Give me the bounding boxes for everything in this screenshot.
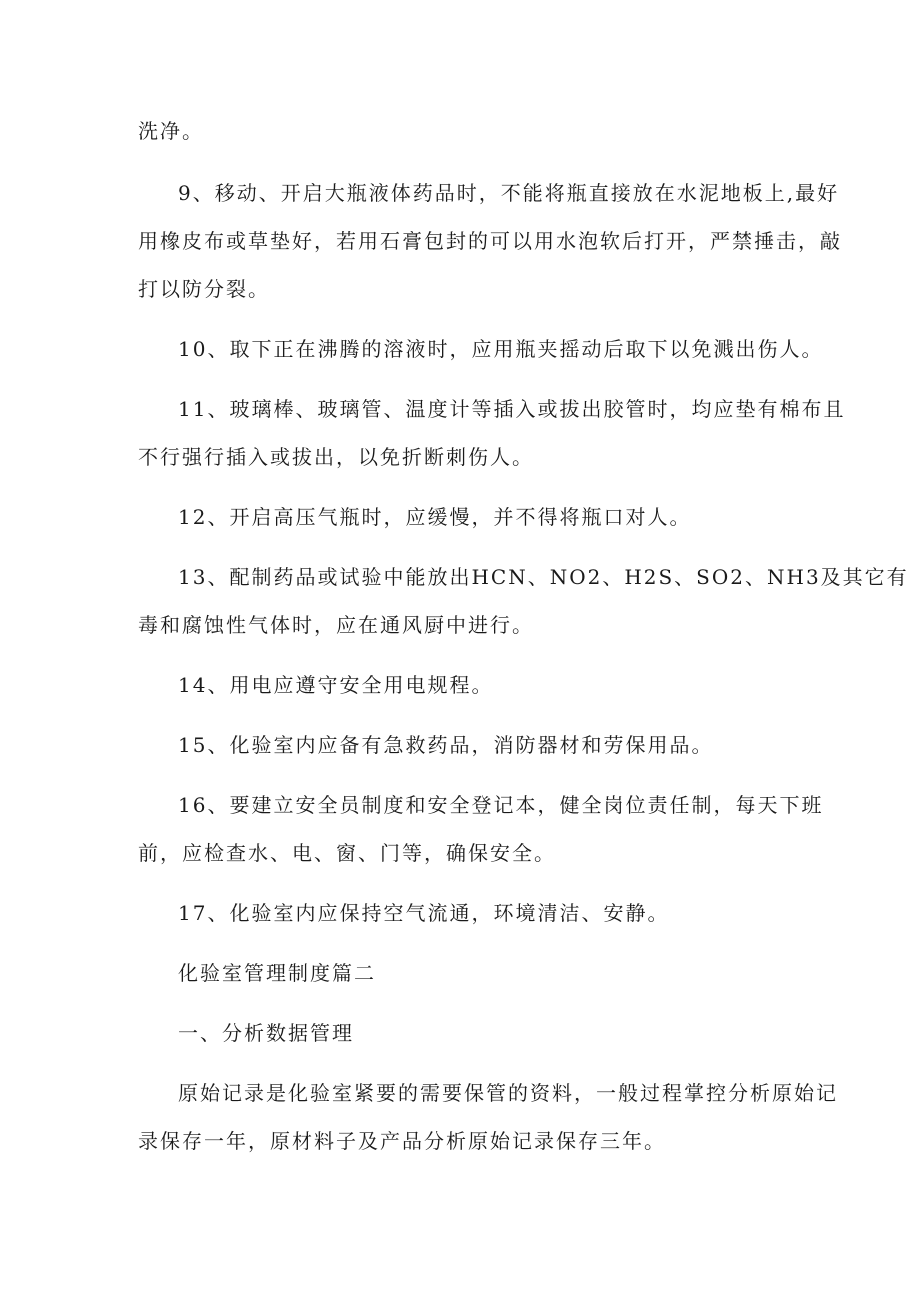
text-line-paragraph-cont: 录保存一年，原材料子及产品分析原始记录保存三年。 [138,1129,666,1153]
text-line-item-16: 16、要建立安全员制度和安全登记本，健全岗位责任制，每天下班 [178,793,824,817]
text-line-continuation: 洗净。 [138,119,204,143]
text-line-item-15: 15、化验室内应备有急救药品，消防器材和劳保用品。 [178,733,714,757]
subsection-heading: 一、分析数据管理 [178,1021,354,1045]
text-line-item-9-cont-2: 打以防分裂。 [138,277,270,301]
text-line-item-16-cont: 前，应检查水、电、窗、门等，确保安全。 [138,841,556,865]
text-line-item-9-cont-1: 用橡皮布或草垫好，若用石膏包封的可以用水泡软后打开，严禁捶击，敲 [138,229,842,253]
text-line-item-12: 12、开启高压气瓶时，应缓慢，并不得将瓶口对人。 [178,505,692,529]
text-line-item-14: 14、用电应遵守安全用电规程。 [178,673,494,697]
text-line-paragraph: 原始记录是化验室紧要的需要保管的资料，一般过程掌控分析原始记 [178,1081,838,1105]
text-line-item-10: 10、取下正在沸腾的溶液时，应用瓶夹摇动后取下以免溅出伤人。 [178,337,824,361]
text-line-item-9: 9、移动、开启大瓶液体药品时，不能将瓶直接放在水泥地板上,最好 [178,181,840,205]
text-line-item-17: 17、化验室内应保持空气流通，环境清洁、安静。 [178,901,670,925]
text-line-item-11-cont: 不行强行插入或拔出，以免折断刺伤人。 [138,445,534,469]
section-heading: 化验室管理制度篇二 [178,961,376,985]
text-line-item-13: 13、配制药品或试验中能放出HCN、NO2、H2S、SO2、NH3及其它有 [178,565,909,589]
text-line-item-13-cont: 毒和腐蚀性气体时，应在通风厨中进行。 [138,613,534,637]
text-line-item-11: 11、玻璃棒、玻璃管、温度计等插入或拔出胶管时，均应垫有棉布且 [178,397,846,421]
